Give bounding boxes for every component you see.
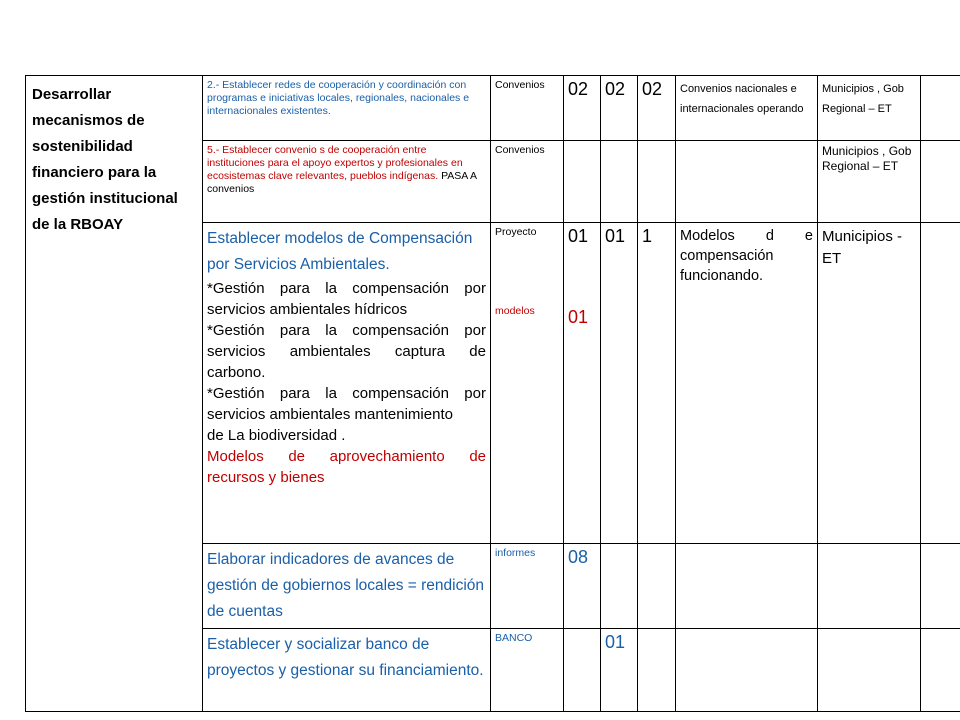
activity-item: de La biodiversidad . <box>207 427 346 444</box>
responsible-cell <box>818 544 921 629</box>
unit-cell: Convenios <box>491 141 564 223</box>
activity-item: *Gestión para la compensación por servicios ambientales hídricos <box>207 280 486 318</box>
value-cell <box>638 544 676 629</box>
unit-label: Proyecto <box>495 226 537 238</box>
value-text: 01 <box>568 226 589 246</box>
activity-text: 5.- Establecer convenio s de cooperación entre instituciones para el apoyo expertos y profesionales en ecosistemas clave relevantes, pueblos indígenas. <box>207 144 463 182</box>
activity-item: *Gestión para la compensación por servicios ambientales captura de carbono. <box>207 322 486 381</box>
unit-cell: informes <box>491 544 564 629</box>
unit-label: modelos <box>495 305 535 317</box>
value-cell: 1 <box>638 223 676 544</box>
empty-cell <box>921 629 960 712</box>
value-cell <box>601 141 638 223</box>
value-cell <box>564 629 601 712</box>
activity-note: PASA A convenios <box>207 170 477 195</box>
indicator-cell: Modelos d e compensación funcionando. <box>676 223 818 544</box>
activity-title: Establecer modelos de Compensación por Servicios Ambientales. <box>207 230 473 273</box>
empty-cell <box>921 141 960 223</box>
activity-cell <box>203 141 491 223</box>
responsible-cell <box>818 629 921 712</box>
value-cell: 01 <box>601 223 638 544</box>
activity-cell: Elaborar indicadores de avances de gestión de gobiernos locales = rendición de cuentas <box>203 544 491 629</box>
empty-cell <box>921 223 960 544</box>
value-cell: 02 <box>638 76 676 141</box>
value-cell <box>564 223 601 544</box>
empty-cell <box>921 544 960 629</box>
activity-cell <box>203 223 491 544</box>
indicator-cell <box>676 141 818 223</box>
table-row <box>26 76 960 141</box>
indicator-cell <box>676 629 818 712</box>
responsible-cell: Municipios , Gob Regional – ET <box>818 76 921 141</box>
value-cell <box>638 629 676 712</box>
empty-cell <box>921 76 960 141</box>
value-text: 01 <box>568 307 589 327</box>
activity-cell: 2.- Establecer redes de cooperación y coordinación con programas e iniciativas locales, regionales, nacionales e internacionales existentes. <box>203 76 491 141</box>
indicator-cell: Convenios nacionales e internacionales operando <box>676 76 818 141</box>
planning-table <box>25 75 960 712</box>
responsible-cell: Municipios , Gob Regional – ET <box>818 141 921 223</box>
activity-cell: Establecer y socializar banco de proyectos y gestionar su financiamiento. <box>203 629 491 712</box>
value-cell <box>638 141 676 223</box>
objective-cell: Desarrollar mecanismos de sostenibilidad financiero para la gestión institucional de la RBOAY <box>26 76 203 712</box>
value-cell <box>564 141 601 223</box>
responsible-cell: Municipios - ET <box>818 223 921 544</box>
indicator-cell <box>676 544 818 629</box>
value-cell <box>601 544 638 629</box>
unit-cell: Convenios <box>491 76 564 141</box>
value-cell: 02 <box>564 76 601 141</box>
activity-item: *Gestión para la compensación por servicios ambientales mantenimiento <box>207 385 486 423</box>
value-cell: 01 <box>601 629 638 712</box>
unit-cell <box>491 223 564 544</box>
unit-cell: BANCO <box>491 629 564 712</box>
value-cell: 02 <box>601 76 638 141</box>
value-cell: 08 <box>564 544 601 629</box>
activity-red: Modelos de aprovechamiento de recursos y bienes <box>207 448 486 486</box>
